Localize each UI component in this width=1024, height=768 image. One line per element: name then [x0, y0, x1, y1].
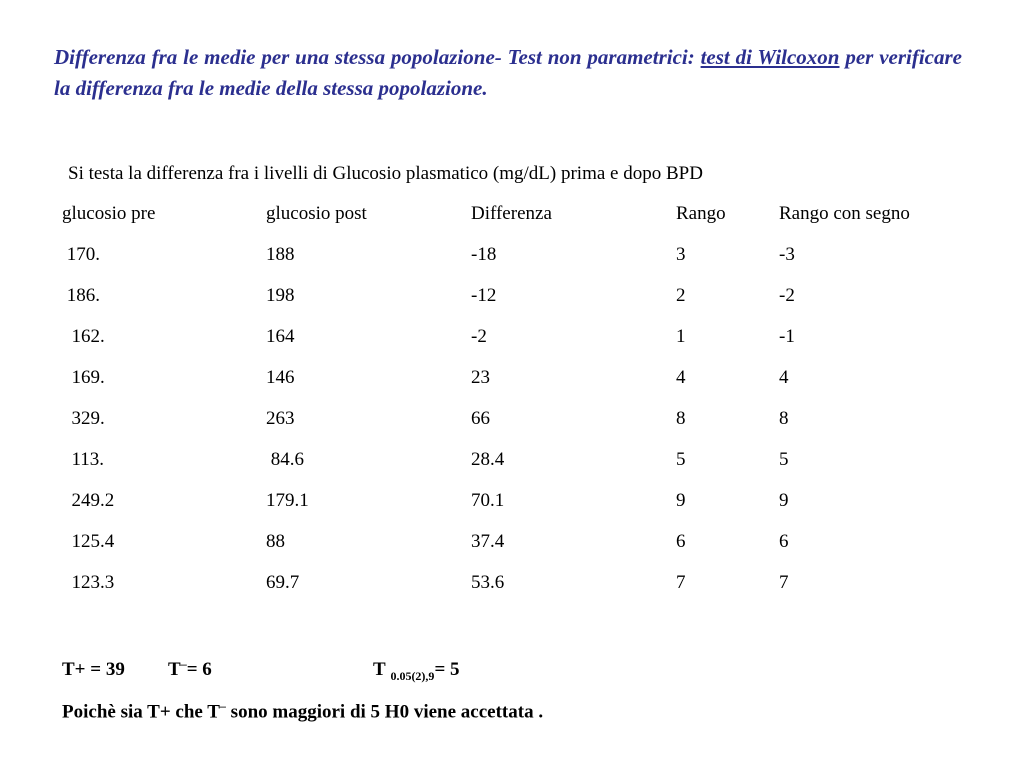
table-cell: -18	[471, 244, 497, 265]
table-cell: 23	[471, 367, 490, 388]
header-cell: Differenza	[471, 203, 552, 224]
table-cell: 8	[779, 408, 789, 429]
table-row	[0, 323, 1024, 351]
table-cell: 263	[266, 408, 295, 429]
header-cell: Rango	[676, 203, 726, 224]
table-cell: 113.	[62, 449, 105, 470]
table-row	[0, 528, 1024, 556]
table-row	[0, 282, 1024, 310]
table-cell: 7	[779, 572, 789, 593]
table-cell: 70.1	[471, 490, 505, 511]
t-plus-value: T+ = 39	[62, 659, 125, 681]
t-minus-value	[168, 650, 373, 684]
slide-title	[54, 42, 962, 104]
table-cell: -2	[471, 326, 487, 347]
t-critical-symbol: T	[373, 659, 386, 681]
table-cell: 169.	[62, 367, 105, 388]
table-cell: 5	[676, 449, 686, 470]
table-row	[0, 241, 1024, 269]
wilcoxon-test-link[interactable]: test di Wilcoxon	[700, 45, 840, 69]
conclusion-minus-sign: –	[219, 699, 226, 713]
table-cell: 2	[676, 285, 686, 306]
table-cell: 5	[779, 449, 789, 470]
table-cell: 179.1	[266, 490, 309, 511]
table-cell: -1	[779, 326, 795, 347]
table-cell: 123.3	[62, 572, 115, 593]
t-minus-number: = 6	[186, 659, 212, 681]
test-statistics	[62, 650, 460, 690]
t-critical-value	[373, 656, 460, 690]
t-minus-symbol: T	[168, 659, 181, 681]
table-cell: 170.	[62, 244, 100, 265]
header-cell: glucosio pre	[62, 203, 156, 224]
table-row	[0, 446, 1024, 474]
header-cell: glucosio post	[266, 203, 367, 224]
table-cell: 9	[676, 490, 686, 511]
table-cell: 329.	[62, 408, 105, 429]
title-text-start: Differenza fra le medie per una stessa popolazione- Test non parametrici:	[54, 45, 701, 69]
table-cell: 66	[471, 408, 490, 429]
t-minus-sign: –	[180, 657, 187, 671]
table-row	[0, 405, 1024, 433]
table-cell: 3	[676, 244, 686, 265]
table-cell: -3	[779, 244, 795, 265]
title-text-end: per verificare la differenza fra le medie della stessa popolazione.	[54, 45, 962, 100]
table-cell: 1	[676, 326, 686, 347]
table-cell: -12	[471, 285, 497, 306]
table-cell: 9	[779, 490, 789, 511]
table-cell: 8	[676, 408, 686, 429]
table-cell: 125.4	[62, 531, 115, 552]
table-cell: 198	[266, 285, 295, 306]
table-cell: 69.7	[266, 572, 300, 593]
table-cell: 146	[266, 367, 295, 388]
conclusion-part-2: sono maggiori di 5 H0 viene accettata .	[225, 701, 544, 723]
table-header-row	[0, 200, 1024, 228]
t-critical-subscript: 0.05(2),9	[390, 669, 435, 684]
table-row	[0, 487, 1024, 515]
table-cell: 84.6	[266, 449, 304, 470]
table-cell: 188	[266, 244, 295, 265]
conclusion-text	[62, 692, 543, 726]
table-cell: 37.4	[471, 531, 505, 552]
table-cell: 28.4	[471, 449, 505, 470]
intro-text: Si testa la differenza fra i livelli di Glucosio plasmatico (mg/dL) prima e dopo BPD	[68, 163, 703, 184]
table-cell: 6	[779, 531, 789, 552]
table-cell: 164	[266, 326, 295, 347]
table-cell: 6	[676, 531, 686, 552]
table-cell: 7	[676, 572, 686, 593]
table-row	[0, 364, 1024, 392]
table-cell: -2	[779, 285, 795, 306]
table-cell: 88	[266, 531, 285, 552]
table-cell: 4	[779, 367, 789, 388]
table-cell: 249.2	[62, 490, 115, 511]
header-cell: Rango con segno	[779, 203, 910, 224]
table-cell: 162.	[62, 326, 105, 347]
table-row	[0, 569, 1024, 597]
table-cell: 53.6	[471, 572, 505, 593]
conclusion-part-1: Poichè sia T+ che T	[62, 701, 220, 723]
t-critical-number: = 5	[434, 659, 460, 681]
table-cell: 186.	[62, 285, 100, 306]
table-cell: 4	[676, 367, 686, 388]
